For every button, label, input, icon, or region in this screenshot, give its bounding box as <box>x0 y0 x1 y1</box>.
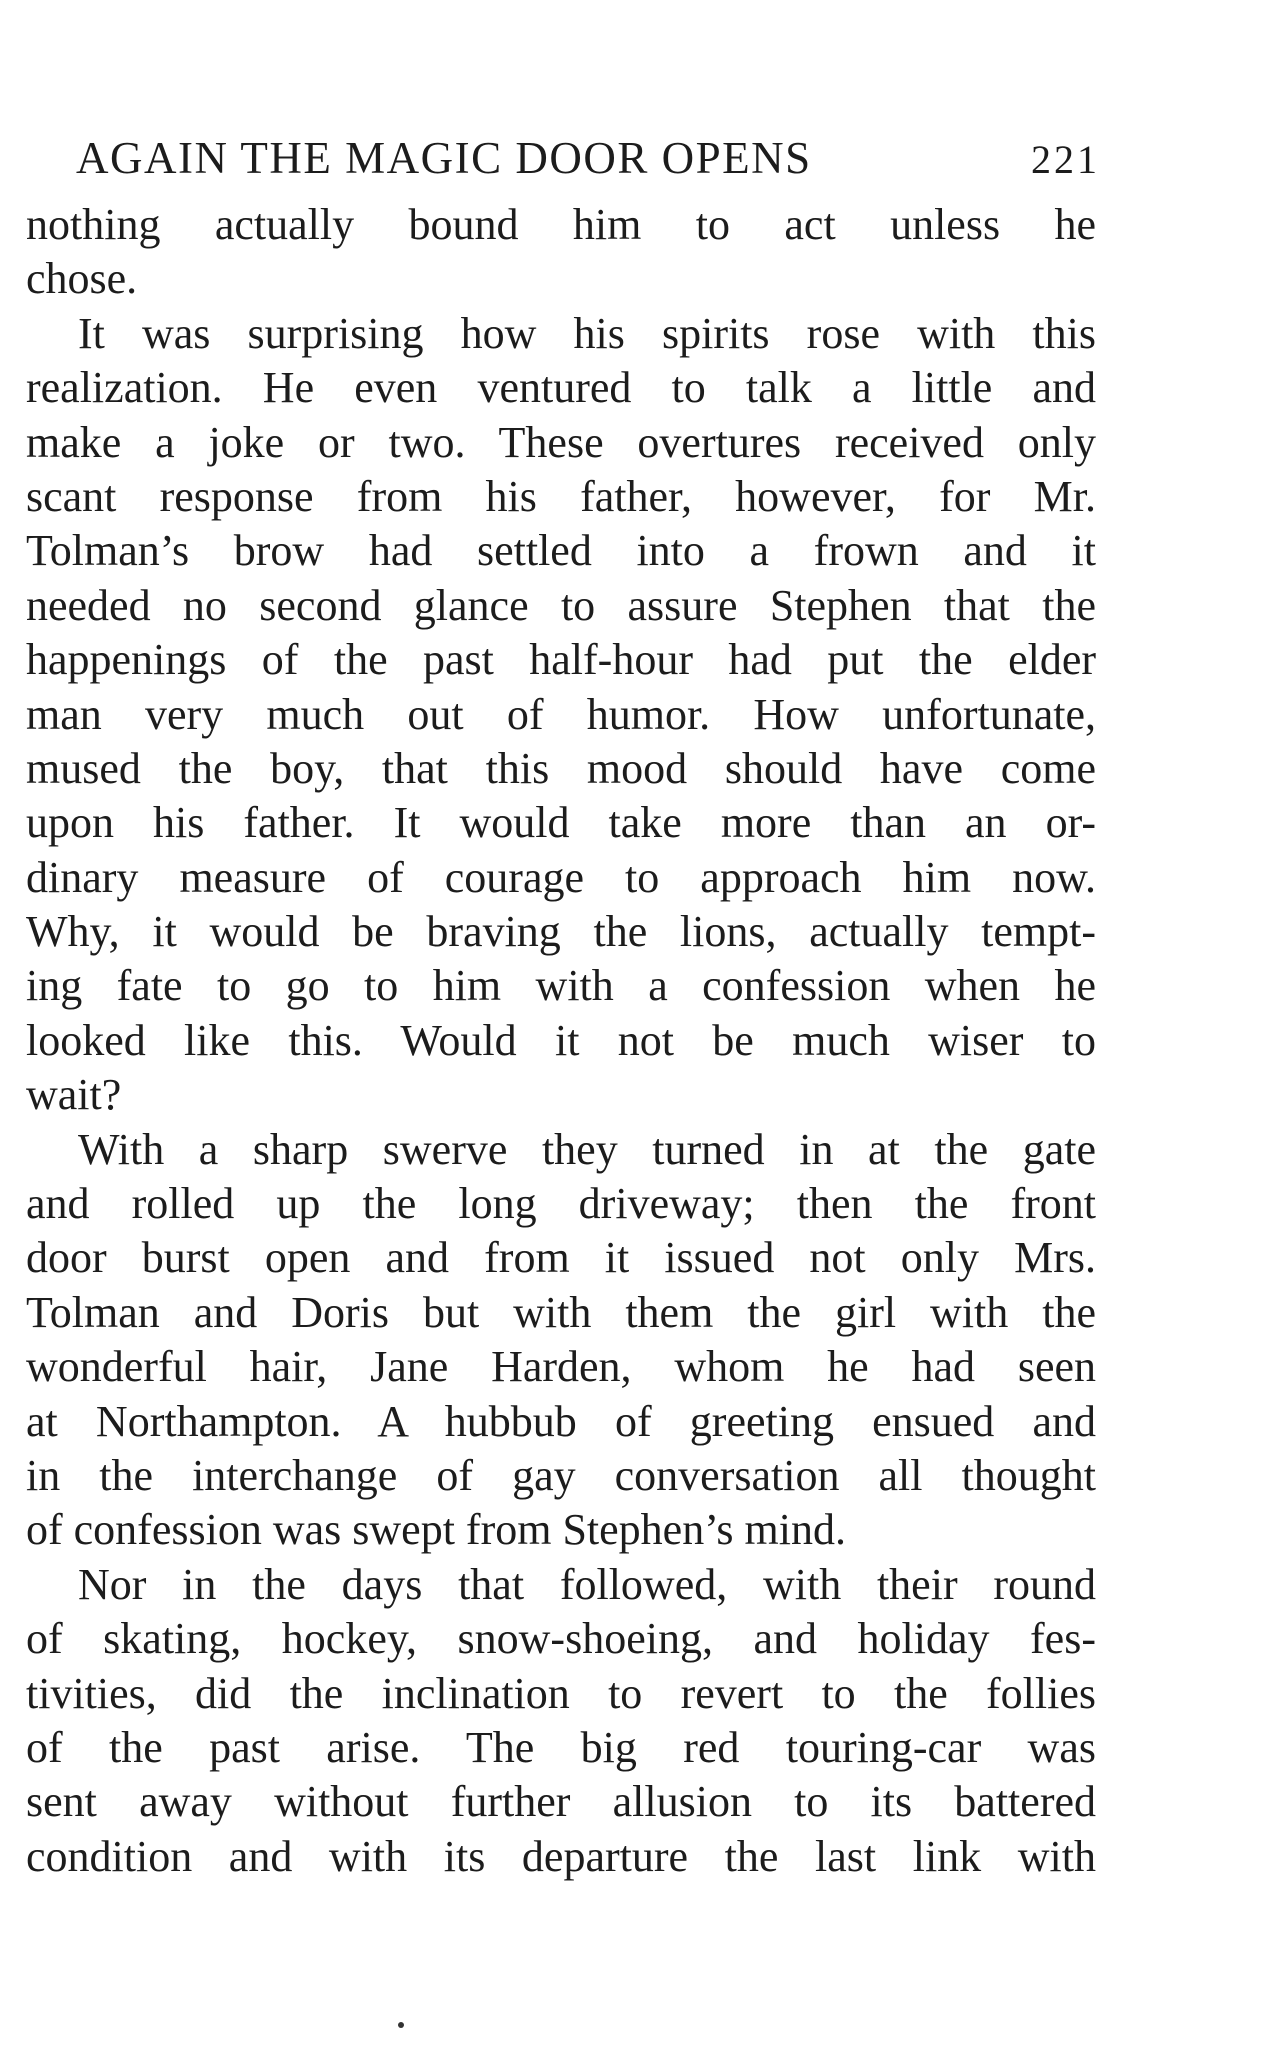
print-speck <box>398 2022 404 2028</box>
text-line: and rolled up the long driveway; then the front <box>26 1179 1096 1229</box>
text-line: of the past arise. The big red touring-car was <box>26 1722 1096 1772</box>
running-head <box>76 128 1100 188</box>
text-line: nothing actually bound him to act unless he <box>26 200 1096 249</box>
text-line: Why, it would be braving the lions, actually tempt- <box>26 907 1096 957</box>
text-line: needed no second glance to assure Stephen that the <box>26 580 1096 630</box>
text-line: dinary measure of courage to approach him now. <box>26 852 1096 902</box>
text-line: sent away without further allusion to its battered <box>26 1777 1096 1827</box>
text-line: Nor in the days that followed, with their round <box>78 1559 1096 1609</box>
text-line: upon his father. It would take more than an or- <box>26 798 1096 848</box>
text-line: tivities, did the inclination to revert to the follies <box>26 1668 1096 1718</box>
text-line: in the interchange of gay conversation all thought <box>26 1450 1096 1500</box>
text-line: Tolman and Doris but with them the girl with the <box>26 1287 1096 1337</box>
text-line: Tolman’s brow had settled into a frown and it <box>26 526 1096 576</box>
text-line: door burst open and from it issued not only Mrs. <box>26 1233 1096 1283</box>
text-line: man very much out of humor. How unfortunate, <box>26 689 1096 739</box>
text-line: realization. He even ventured to talk a little and <box>26 363 1096 413</box>
text-line: With a sharp swerve they turned in at the gate <box>78 1124 1096 1174</box>
body-text <box>26 198 1096 1884</box>
text-line: ing fate to go to him with a confession when he <box>26 961 1096 1011</box>
text-line: condition and with its departure the last link with <box>26 1831 1096 1881</box>
text-line: happenings of the past half-hour had put the elder <box>26 635 1096 685</box>
text-line: make a joke or two. These overtures received only <box>26 417 1096 467</box>
text-line: of skating, hockey, snow-shoeing, and holiday fes- <box>26 1614 1096 1664</box>
text-line: looked like this. Would it not be much wiser to <box>26 1015 1096 1065</box>
text-line: wonderful hair, Jane Harden, whom he had seen <box>26 1342 1096 1392</box>
page-number: 221 <box>1031 137 1100 182</box>
text-line: wait? <box>26 1070 122 1120</box>
chapter-title: AGAIN THE MAGIC DOOR OPENS <box>76 133 812 183</box>
text-line: of confession was swept from Stephen’s mind. <box>26 1505 846 1555</box>
text-line: It was surprising how his spirits rose with this <box>78 308 1096 358</box>
text-line: mused the boy, that this mood should have come <box>26 743 1096 793</box>
text-line: at Northampton. A hubbub of greeting ensued and <box>26 1396 1096 1446</box>
text-line: scant response from his father, however, for Mr. <box>26 471 1096 521</box>
text-line: chose. <box>26 254 138 304</box>
